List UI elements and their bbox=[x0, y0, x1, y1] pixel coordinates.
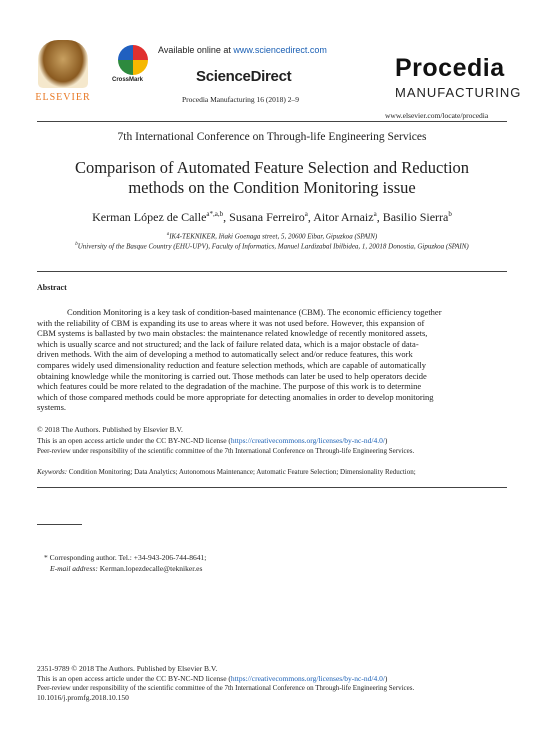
keywords-label: Keywords: bbox=[37, 468, 68, 476]
footer-license-suffix: ) bbox=[384, 673, 388, 683]
procedia-logo-title: Procedia bbox=[395, 54, 505, 82]
abstract-line: with the reliability of CBM is expanding its use to areas where it was not used before. However, this expansion of bbox=[37, 317, 425, 328]
affiliation-text: University of the Basque Country (EHU-UPV), Faculty of Informatics, Manuel Lardizabal Ibilbidea, 1, 20018 Donostia, Gipuzkoa (SPAIN) bbox=[77, 242, 469, 251]
license-prefix: This is an open access article under the CC BY-NC-ND license ( bbox=[37, 435, 231, 445]
license-suffix: ) bbox=[384, 435, 388, 445]
author-name: Kerman López de Calle bbox=[92, 210, 207, 224]
author-name: Susana Ferreiro bbox=[229, 210, 305, 224]
footer-license-prefix: This is an open access article under the CC BY-NC-ND license ( bbox=[37, 673, 231, 683]
author-affiliation-mark: a bbox=[373, 210, 377, 218]
affiliation-b bbox=[0, 242, 544, 250]
crossmark-label: CrossMark bbox=[112, 77, 144, 83]
affiliation-mark: a bbox=[166, 232, 170, 237]
abstract-line: which features could be more related to the degradation of the machine. The purpose of this work is to determine bbox=[37, 381, 422, 392]
abstract-line: CBM systems is ballasted by two main obstacles: the maintenance related knowledge of recently monitored assets, bbox=[37, 328, 428, 339]
abstract-line: systems. bbox=[37, 402, 67, 413]
footer-peer-review-line: Peer-review under responsibility of the scientific committee of the 7th International Conference on Through-life Engineering Services. bbox=[37, 683, 415, 692]
journal-url[interactable]: www.elsevier.com/locate/procedia bbox=[385, 111, 489, 120]
license-line bbox=[37, 436, 512, 447]
author-affiliation-mark: a bbox=[304, 210, 308, 218]
license-link[interactable]: https://creativecommons.org/licenses/by-nc-nd/4.0/ bbox=[230, 435, 385, 445]
abstract-line: which is usually scarce and not structured; and the lack of failure related data, which is a major obstacle of data- bbox=[37, 338, 419, 349]
sciencedirect-wordmark: ScienceDirect bbox=[196, 68, 292, 85]
crossmark-icon[interactable] bbox=[118, 45, 148, 75]
affiliation-text: IK4-TEKNIKER, Iñaki Goenaga street, 5, 20600 Eibar, Gipuzkoa (SPAIN) bbox=[169, 232, 378, 241]
keywords-bottom-rule bbox=[37, 487, 507, 488]
author-name: Aitor Arnaiz bbox=[313, 210, 374, 224]
copyright-block bbox=[37, 425, 512, 457]
abstract-line: which of those compared methods could be more appropriate for detecting anomalies in order to develop monitoring bbox=[37, 391, 434, 402]
header-rule bbox=[37, 121, 507, 122]
author-affiliation-mark: b bbox=[448, 210, 452, 218]
abstract-heading: Abstract bbox=[37, 283, 67, 292]
footer-license-link[interactable]: https://creativecommons.org/licenses/by-nc-nd/4.0/ bbox=[230, 673, 385, 683]
author-name: Basilio Sierra bbox=[382, 210, 449, 224]
journal-reference: Procedia Manufacturing 16 (2018) 2–9 bbox=[182, 95, 300, 104]
footer-license-line bbox=[37, 674, 517, 684]
author-separator: , bbox=[376, 210, 383, 224]
author-affiliation-mark: a*,a,b bbox=[206, 210, 224, 218]
keywords-text: Condition Monitoring; Data Analytics; Autonomous Maintenance; Automatic Feature Selection; Dimensionality Reduction; bbox=[67, 468, 416, 476]
abstract-line: driven methods. With the aim of developing a method to automatically select and/or reduce features, this work bbox=[37, 349, 413, 360]
elsevier-logo-text: ELSEVIER bbox=[35, 92, 91, 103]
abstract-line: compares widely used dimensionality reduction and feature selection methods, which are capable of automatically bbox=[37, 359, 426, 370]
elsevier-logo bbox=[34, 40, 92, 108]
corresponding-author: * Corresponding author. Tel.: +34-943-206-744-8641; bbox=[44, 553, 207, 562]
affiliation-a bbox=[0, 232, 544, 240]
abstract-body bbox=[37, 307, 507, 413]
author-separator: , bbox=[223, 210, 230, 224]
footer-block bbox=[37, 664, 517, 703]
title-line-2: methods on the Condition Monitoring issue bbox=[128, 178, 416, 197]
peer-review-line: Peer-review under responsibility of the scientific committee of the 7th International Conference on Through-life Engineering Services. bbox=[37, 447, 415, 455]
abstract-top-rule bbox=[37, 271, 507, 272]
footer-issn-line: 2351-9789 © 2018 The Authors. Published by Elsevier B.V. bbox=[37, 664, 218, 673]
available-prefix: Available online at bbox=[158, 45, 234, 55]
available-online-line bbox=[158, 45, 327, 55]
footnote-rule bbox=[37, 524, 82, 525]
paper-title bbox=[0, 158, 544, 198]
procedia-logo-subtitle: MANUFACTURING bbox=[395, 85, 522, 100]
copyright-line: © 2018 The Authors. Published by Elsevier B.V. bbox=[37, 425, 183, 434]
abstract-line: obtaining knowledge while the monitoring is carried out. Those methods can later be used to help operators decide bbox=[37, 370, 427, 381]
doi-line[interactable]: 10.1016/j.promfg.2018.10.150 bbox=[37, 693, 129, 703]
keywords-line bbox=[37, 468, 416, 476]
sciencedirect-link[interactable]: www.sciencedirect.com bbox=[233, 45, 327, 55]
abstract-line: Condition Monitoring is a key task of condition-based maintenance (CBM). The economic efficiency together bbox=[67, 307, 442, 317]
email-line bbox=[50, 564, 202, 573]
affiliation-mark: b bbox=[75, 242, 78, 247]
author-list bbox=[0, 210, 544, 225]
email-label: E-mail address: bbox=[50, 564, 98, 573]
author-separator: , bbox=[307, 210, 314, 224]
title-line-1: Comparison of Automated Feature Selection and Reduction bbox=[74, 158, 470, 177]
elsevier-tree-icon bbox=[38, 40, 88, 88]
email-address[interactable]: Kerman.lopezdecalle@tekniker.es bbox=[97, 564, 203, 573]
conference-name: 7th International Conference on Through-life Engineering Services bbox=[117, 131, 427, 143]
